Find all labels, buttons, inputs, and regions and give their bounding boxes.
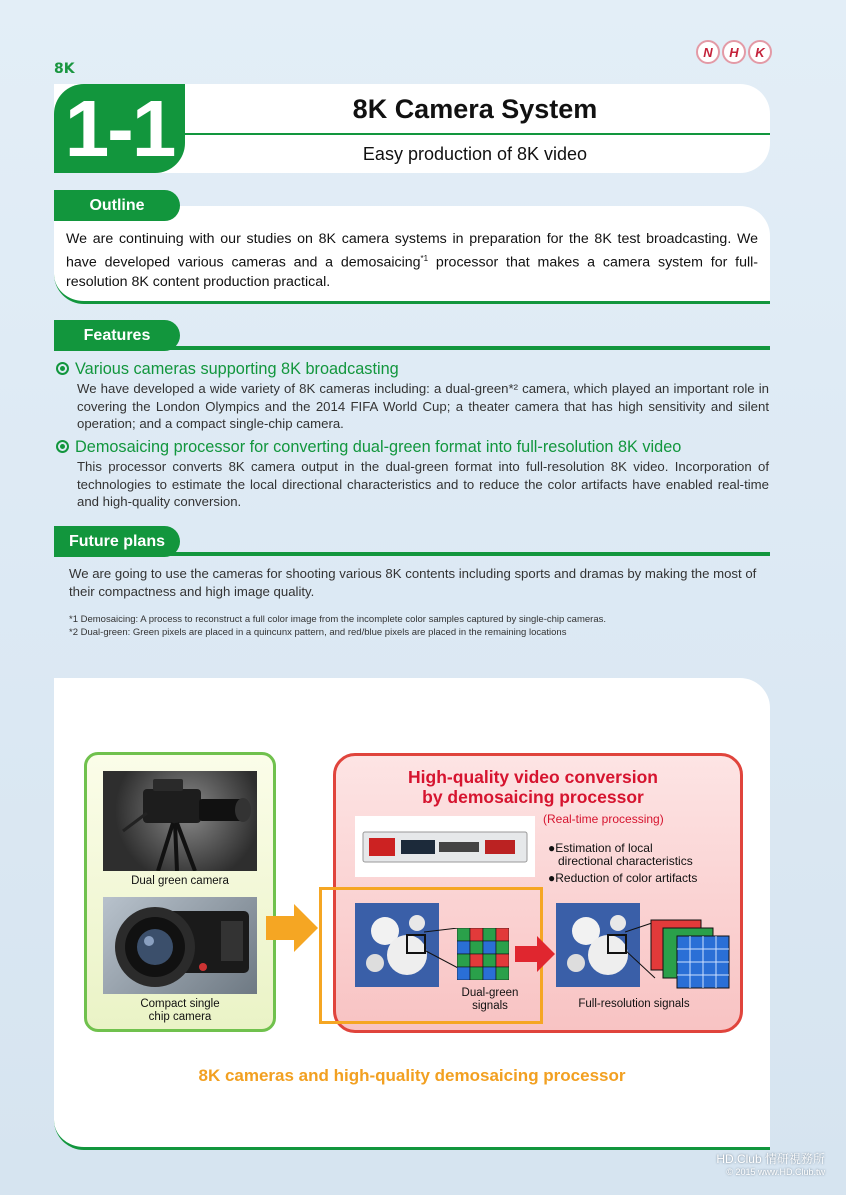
point-estimation-1: ●Estimation of local (548, 841, 653, 855)
compact-camera-label (103, 998, 257, 1024)
sensor-pixel (483, 941, 496, 954)
dual-green-camera-photo (103, 771, 257, 871)
feature-title-processor (56, 438, 681, 457)
feature-title-text: Demosaicing processor for converting dual-green format into full-resolution 8K video (75, 438, 682, 456)
point-reduction: ●Reduction of color artifacts (548, 871, 698, 885)
flow-arrow-icon (266, 904, 318, 952)
features-divider (54, 346, 770, 350)
processor-device-photo (355, 816, 535, 877)
future-plans-divider (54, 552, 770, 556)
dual-green-camera-label: Dual green camera (131, 875, 229, 887)
sensor-pixel (483, 967, 496, 980)
logo-letter-k: K (748, 40, 772, 64)
sensor-pixel (470, 954, 483, 967)
feature-title-cameras (56, 360, 399, 379)
processor-title (333, 767, 733, 807)
future-plans-heading: Future plans (54, 526, 180, 557)
outline-footnote-mark: *1 (420, 254, 429, 263)
dual-green-signals-line1: Dual-green (461, 987, 519, 999)
compact-camera-photo (103, 897, 257, 994)
watermark-line1: HD.Club 情研視務所 (716, 1152, 825, 1166)
outline-text-before: We are continuing with our studies on 8K camera systems in preparation for the 8K test broadcasting. We have developed various cameras and a demosaicing (66, 231, 758, 271)
full-resolution-planes-icon (625, 918, 735, 990)
sensor-pixel (470, 941, 483, 954)
sensor-pixel (496, 941, 509, 954)
page-title: 8K Camera System (352, 94, 598, 124)
zoom-lines (424, 928, 458, 968)
future-plans-text: We are going to use the cameras for shooting various 8K contents including sports and dramas by making the most of their compactness and high image quality. (69, 566, 757, 599)
dual-green-signals-label (450, 987, 530, 1013)
section-tag: 8K (54, 61, 75, 77)
sensor-pixel (470, 967, 483, 980)
processor-title-line1: High-quality video conversion (408, 767, 658, 787)
outline-heading: Outline (54, 190, 180, 221)
sensor-pixel (496, 928, 509, 941)
point-estimation-2: directional characteristics (558, 854, 693, 868)
feature-body-processor: This processor converts 8K camera output in the dual-green format into full-resolution 8K video. Incorporation of technologies to estimate the local directional characteristics and to reduce the color artifacts have enabled real-time and high-quality conversion. (77, 459, 769, 509)
page-subtitle: Easy production of 8K video (362, 144, 588, 164)
watermark (670, 1150, 825, 1177)
sensor-pixel (483, 928, 496, 941)
title-number: 1-1 (54, 84, 185, 173)
watermark-line2: © 2015 www.HD.Club.tw (726, 1167, 825, 1177)
dual-green-signals-line2: signals (472, 1000, 508, 1012)
sensor-pixel (483, 954, 496, 967)
sensor-pixel (496, 954, 509, 967)
processor-title-line2: by demosaicing processor (422, 787, 644, 807)
sensor-pixel (496, 967, 509, 980)
features-heading: Features (54, 320, 180, 351)
feature-body-cameras: We have developed a wide variety of 8K cameras including: a dual-green*² camera, which played an important role in covering the London Olympics and the 2014 FIFA World Cup; a theater camera that has high sensitivity and silent operation; and a compact single-chip camera. (77, 381, 769, 431)
nhk-logo (696, 40, 772, 64)
footnote-1: *1 Demosaicing: A process to reconstruct a full color image from the incomplete color samples captured by single-chip cameras. (69, 614, 606, 625)
sensor-pixel (457, 941, 470, 954)
feature-title-text: Various cameras supporting 8K broadcasting (75, 360, 399, 378)
compact-camera-label-line2: chip camera (148, 1011, 212, 1023)
logo-letter-n: N (696, 40, 720, 64)
outline-text-after: processor that makes a camera system for full-resolution 8K content production practical. (66, 254, 758, 290)
sensor-pixel (470, 928, 483, 941)
compact-camera-label-line1: Compact single (140, 998, 220, 1010)
bullet-icon (56, 440, 69, 453)
outline-text (66, 230, 758, 292)
footnote-2: *2 Dual-green: Green pixels are placed in a quincunx pattern, and red/blue pixels are placed in the remaining locations (69, 627, 567, 638)
sensor-pixel (457, 967, 470, 980)
realtime-note: (Real-time processing) (543, 812, 664, 826)
bullet-icon (56, 362, 69, 375)
conversion-arrow-icon (515, 936, 555, 972)
full-resolution-signals-label: Full-resolution signals (578, 998, 690, 1010)
sensor-pixel (457, 954, 470, 967)
dual-green-pattern-icon (457, 928, 509, 980)
figure-caption: 8K cameras and high-quality demosaicing processor (198, 1066, 626, 1085)
logo-letter-h: H (722, 40, 746, 64)
title-divider (185, 133, 770, 135)
sensor-pixel (457, 928, 470, 941)
